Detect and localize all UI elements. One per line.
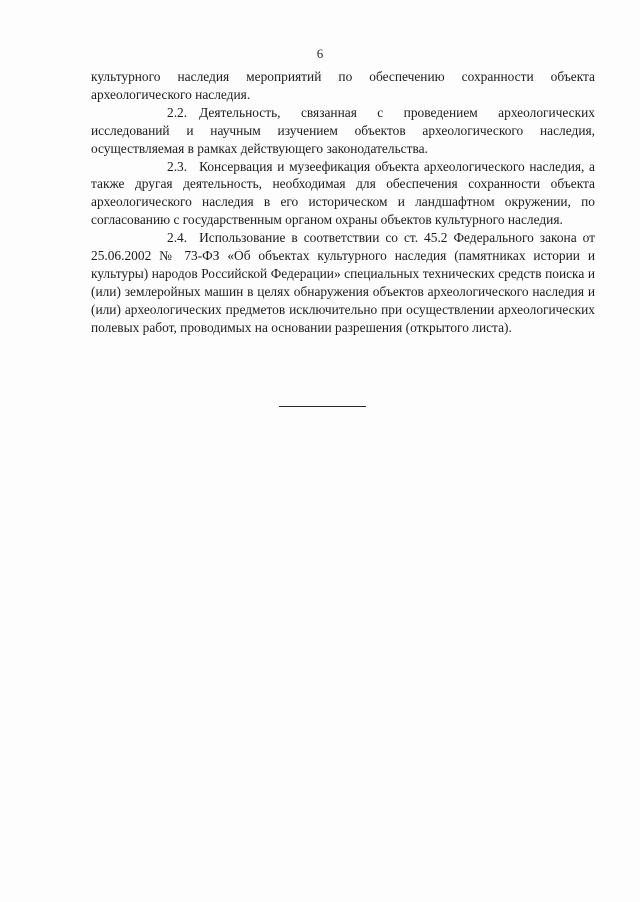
paragraph-text: Консервация и музеефикация объекта археологического наследия, а также другая деятельность, необходимая для обеспечения сохранности объекта археологического наследия в его историческом и ландшафтном окружении, по согласованию с государственным органом охраны объектов культурного наследия. <box>91 158 595 228</box>
paragraph-number: 2.4. <box>167 230 188 246</box>
paragraph-number: 2.2. <box>167 104 188 120</box>
end-separator-line <box>279 406 366 407</box>
document-body <box>91 68 595 337</box>
paragraph-text: Использование в соответствии со ст. 45.2 Федерального закона от 25.06.2002 № 73-ФЗ «Об объектах культурного наследия (памятниках истории и культуры) народов Российской Федерации» специальных технических средств поиска и (или) землеройных машин в целях обнаружения объектов археологического наследия и (или) археологических предметов исключительно при осуществлении археологических полевых работ, проводимых на основании разрешения (открытого листа). <box>91 230 595 335</box>
paragraph-2-4 <box>91 229 595 336</box>
page-number: 6 <box>316 46 324 61</box>
intro-continuation-paragraph: культурного наследия мероприятий по обеспечению сохранности объекта археологического наследия. <box>91 69 595 102</box>
paragraph-text: Деятельность, связанная с проведением археологических исследований и научным изучением объектов археологического наследия, осуществляемая в рамках действующего законодательства. <box>91 104 595 156</box>
paragraph-number: 2.3. <box>167 158 188 174</box>
paragraph-2-2 <box>91 104 595 158</box>
paragraph-2-3 <box>91 158 595 230</box>
